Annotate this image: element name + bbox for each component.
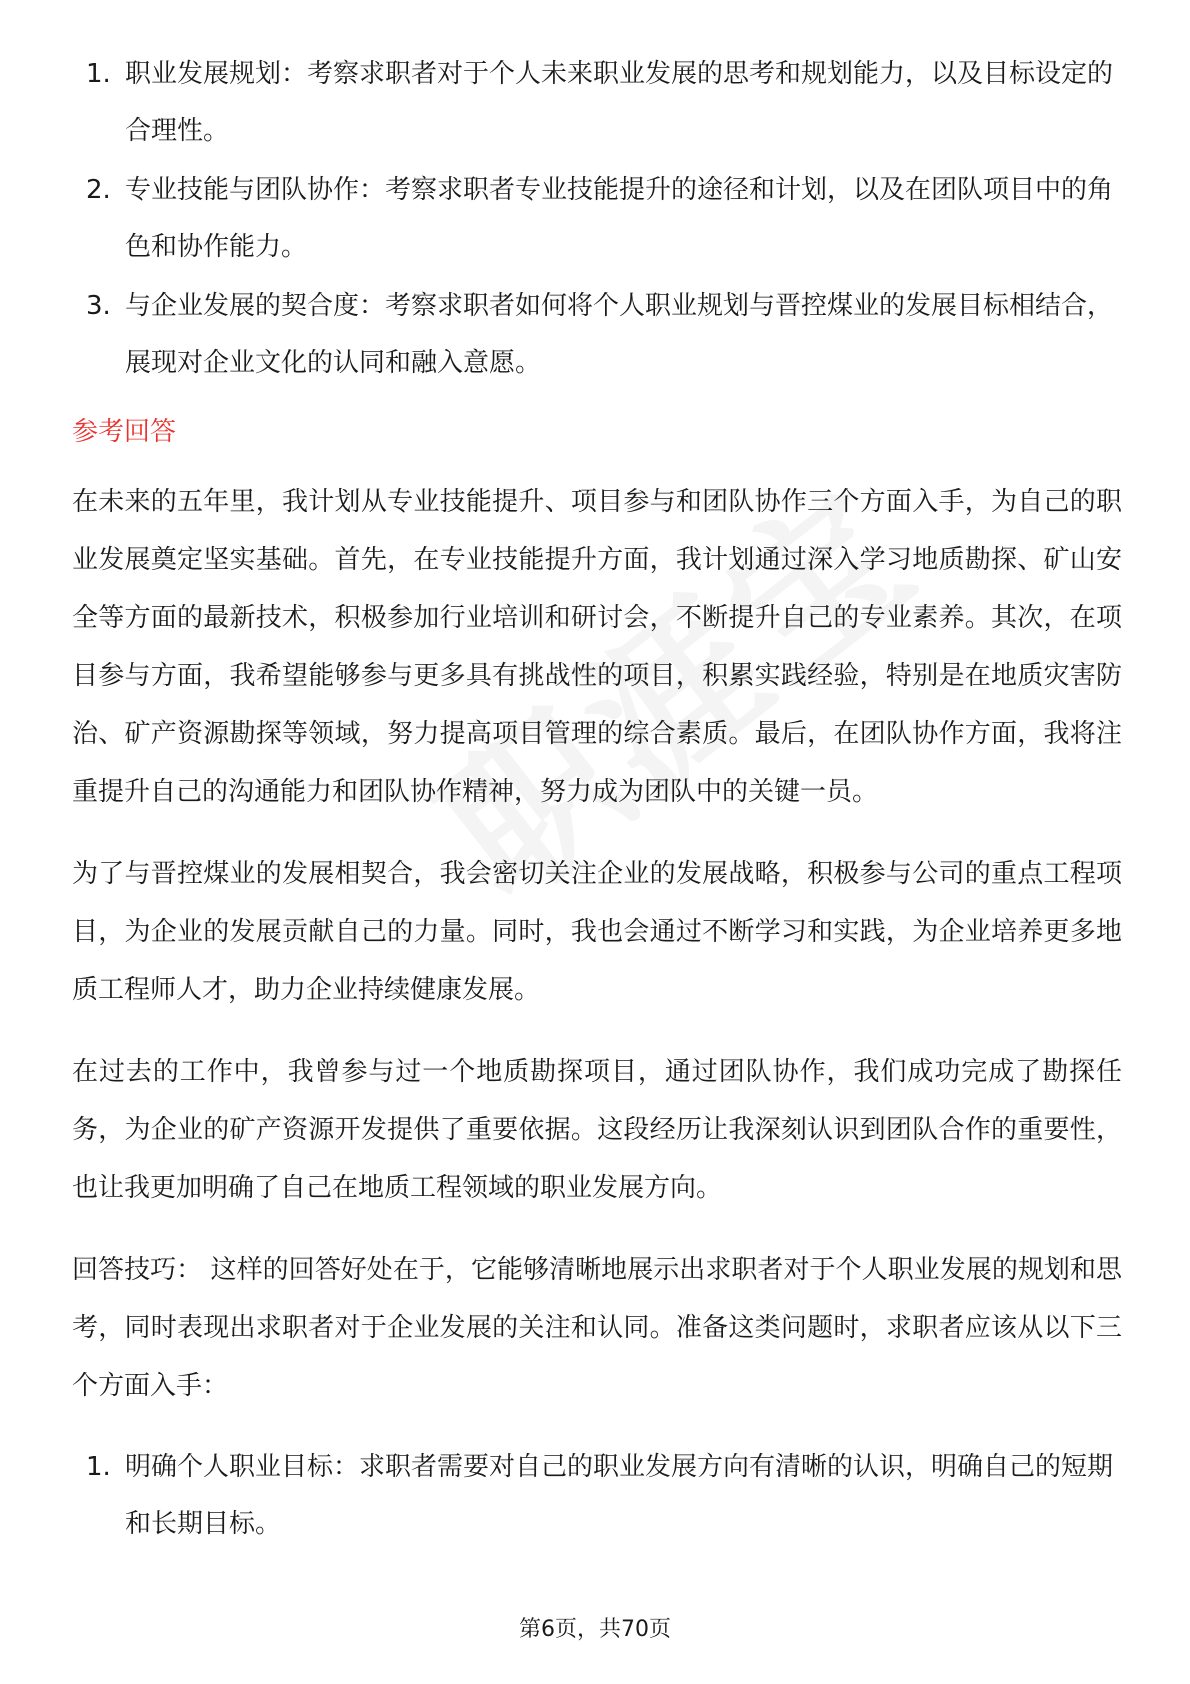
list-item-number: 1. <box>86 59 111 89</box>
list-item-text: 专业技能与团队协作：考察求职者专业技能提升的途径和计划，以及在团队项目中的角色和协作能力。 <box>125 175 1114 262</box>
page-content <box>72 46 1122 1555</box>
section-title: 参考回答 <box>72 417 177 447</box>
answer-paragraph: 在未来的五年里，我计划从专业技能提升、项目参与和团队协作三个方面入手，为自己的职业发展奠定坚实基础。首先，在专业技能提升方面，我计划通过深入学习地质勘探、矿山安全等方面的最新技术，积极参加行业培训和研讨会，不断提升自己的专业素养。其次，在项目参与方面，我希望能够参与更多具有挑战性的项目，积累实践经验，特别是在地质灾害防治、矿产资源勘探等领域，努力提高项目管理的综合素质。最后，在团队协作方面，我将注重提升自己的沟通能力和团队协作精神，努力成为团队中的关键一员。 <box>72 487 1122 807</box>
intro-list <box>72 46 1122 392</box>
list-item-number: 1. <box>86 1452 111 1482</box>
list-item-text: 明确个人职业目标：求职者需要对自己的职业发展方向有清晰的认识，明确自己的短期和长期目标。 <box>125 1452 1114 1539</box>
list-item <box>72 162 1122 276</box>
list-item-text: 与企业发展的契合度：考察求职者如何将个人职业规划与晋控煤业的发展目标相结合，展现对企业文化的认同和融入意愿。 <box>125 291 1114 378</box>
answer-paragraph: 在过去的工作中，我曾参与过一个地质勘探项目，通过团队协作，我们成功完成了勘探任务，为企业的矿产资源开发提供了重要依据。这段经历让我深刻认识到团队合作的重要性，也让我更加明确了自己在地质工程领域的职业发展方向。 <box>72 1057 1122 1203</box>
tips-paragraph: 回答技巧： 这样的回答好处在于，它能够清晰地展示出求职者对于个人职业发展的规划和思考，同时表现出求职者对于企业发展的关注和认同。准备这类问题时，求职者应该从以下三个方面入手： <box>72 1255 1122 1401</box>
list-item <box>72 1439 1122 1553</box>
list-item-number: 2. <box>86 175 111 205</box>
list-item-number: 3. <box>86 291 111 321</box>
answer-paragraph: 为了与晋控煤业的发展相契合，我会密切关注企业的发展战略，积极参与公司的重点工程项目，为企业的发展贡献自己的力量。同时，我也会通过不断学习和实践，为企业培养更多地质工程师人才，助力企业持续健康发展。 <box>72 859 1122 1005</box>
list-item <box>72 278 1122 392</box>
tip-list <box>72 1439 1122 1553</box>
list-item-text: 职业发展规划：考察求职者对于个人未来职业发展的思考和规划能力，以及目标设定的合理性。 <box>125 59 1114 146</box>
list-item <box>72 46 1122 160</box>
page-footer: 第6页，共70页 <box>519 1617 671 1642</box>
